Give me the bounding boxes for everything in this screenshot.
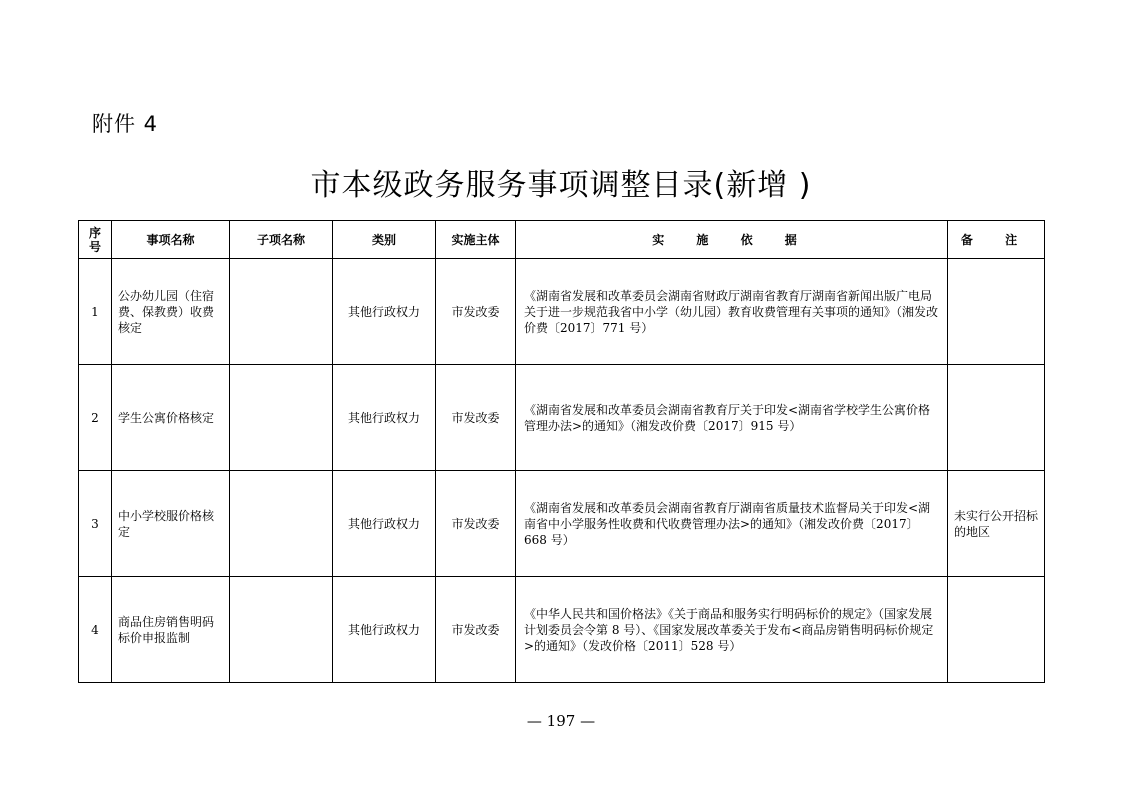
table-row — [79, 471, 1045, 577]
row-category: 其他行政权力 — [333, 365, 436, 471]
row-basis: 《湖南省发展和改革委员会湖南省教育厅关于印发<湖南省学校学生公寓价格管理办法>的通知》（湘发改价费〔2017〕915 号） — [516, 365, 948, 471]
header-remarks: 备 注 — [948, 221, 1045, 259]
row-basis: 《湖南省发展和改革委员会湖南省财政厅湖南省教育厅湖南省新闻出版广电局关于进一步规范我省中小学（幼儿园）教育收费管理有关事项的通知》（湘发改价费〔2017〕771 号） — [516, 259, 948, 365]
row-sub-item-name — [230, 259, 333, 365]
table-row — [79, 365, 1045, 471]
row-item-name: 学生公寓价格核定 — [112, 365, 230, 471]
row-seq: 1 — [79, 259, 112, 365]
row-remarks — [948, 365, 1045, 471]
row-implementer: 市发改委 — [436, 471, 516, 577]
row-implementer: 市发改委 — [436, 365, 516, 471]
row-item-name: 中小学校服价格核定 — [112, 471, 230, 577]
header-category: 类别 — [333, 221, 436, 259]
row-remarks — [948, 259, 1045, 365]
attachment-label: 附件 4 — [92, 112, 159, 136]
header-seq: 序号 — [79, 221, 112, 259]
table-row — [79, 259, 1045, 365]
row-basis: 《湖南省发展和改革委员会湖南省教育厅湖南省质量技术监督局关于印发<湖南省中小学服务性收费和代收费管理办法>的通知》（湘发改价费〔2017〕668 号） — [516, 471, 948, 577]
row-seq: 3 — [79, 471, 112, 577]
row-basis: 《中华人民共和国价格法》《关于商品和服务实行明码标价的规定》（国家发展计划委员会令第 8 号）、《国家发展改革委关于发布<商品房销售明码标价规定>的通知》（发改价格〔2011〕528 号） — [516, 577, 948, 683]
row-sub-item-name — [230, 577, 333, 683]
row-implementer: 市发改委 — [436, 259, 516, 365]
row-implementer: 市发改委 — [436, 577, 516, 683]
row-remarks: 未实行公开招标的地区 — [948, 471, 1045, 577]
row-item-name: 商品住房销售明码标价申报监制 — [112, 577, 230, 683]
row-category: 其他行政权力 — [333, 471, 436, 577]
header-basis: 实 施 依 据 — [516, 221, 948, 259]
page-title: 市本级政务服务事项调整目录(新增 ) — [310, 168, 812, 203]
adjustment-table — [78, 220, 1045, 683]
row-remarks — [948, 577, 1045, 683]
page-number: — 197 — — [526, 712, 596, 730]
table-row — [79, 577, 1045, 683]
header-implementer: 实施主体 — [436, 221, 516, 259]
table-header-row — [79, 221, 1045, 259]
row-item-name: 公办幼儿园（住宿费、保教费）收费核定 — [112, 259, 230, 365]
row-seq: 2 — [79, 365, 112, 471]
row-seq: 4 — [79, 577, 112, 683]
row-category: 其他行政权力 — [333, 259, 436, 365]
row-sub-item-name — [230, 365, 333, 471]
header-item-name: 事项名称 — [112, 221, 230, 259]
header-sub-item-name: 子项名称 — [230, 221, 333, 259]
row-category: 其他行政权力 — [333, 577, 436, 683]
row-sub-item-name — [230, 471, 333, 577]
